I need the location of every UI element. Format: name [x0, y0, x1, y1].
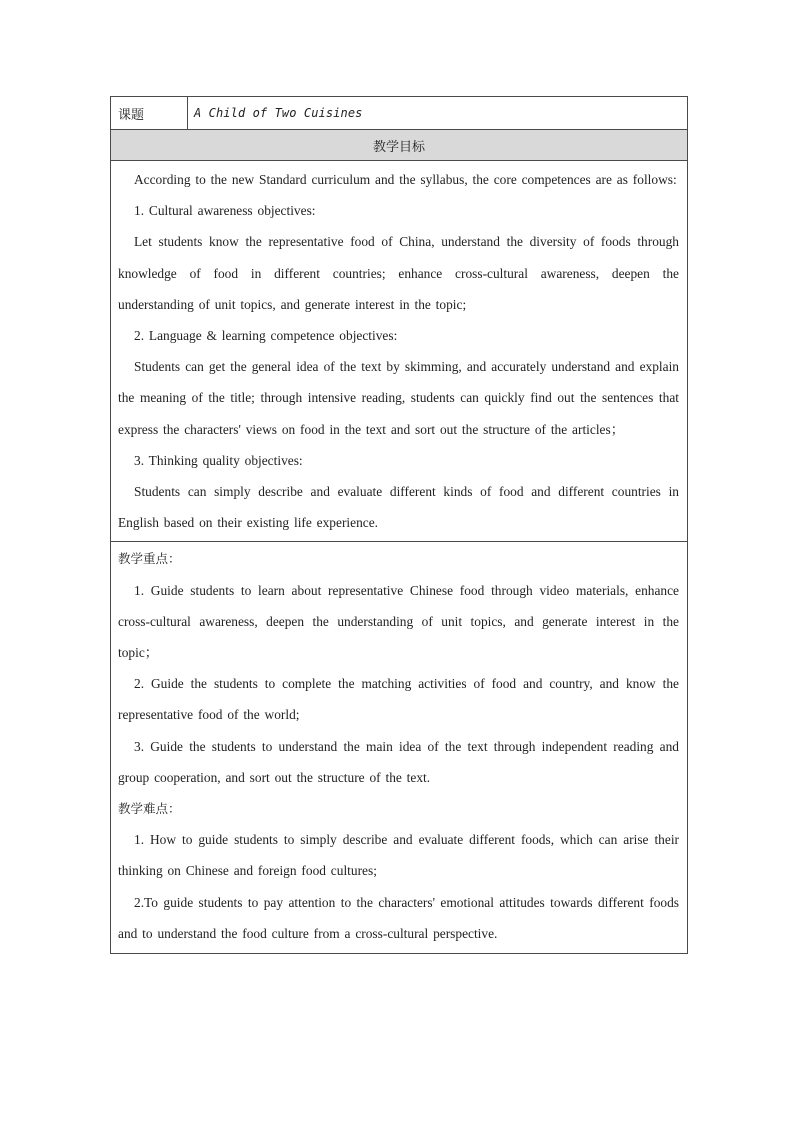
course-label: 课题	[111, 97, 188, 129]
objectives-header: 教学目标	[111, 130, 687, 161]
objectives-cell	[111, 161, 687, 542]
objective-3-text: Students can simply describe and evaluate different kinds of food and different countries in English based on their existing life experience.	[118, 484, 679, 531]
lesson-plan-table	[110, 96, 688, 954]
objectives-intro: According to the new Standard curriculum and the syllabus, the core competences are as follows:	[134, 172, 677, 187]
course-title: A Child of Two Cuisines	[194, 106, 363, 120]
objective-2-title: 2. Language & learning competence objectives:	[134, 328, 398, 344]
difficult-points-heading: 教学难点：	[118, 801, 181, 817]
key-difficult-points-cell	[111, 542, 687, 953]
key-point-item: 1. Guide students to learn about representative Chinese food through video materials, enhance cross-cultural awareness, deepen the understanding of unit topics, and generate interest in the topic；	[118, 582, 679, 661]
objective-2-text: Students can get the general idea of the text by skimming, and accurately understand and explain the meaning of the title; through intensive reading, students can quickly find out the sentences that express the characters' views on food in the text and sort out the structure of the articles；	[118, 359, 679, 437]
objective-3-title: 3. Thinking quality objectives:	[134, 452, 303, 468]
difficult-point-item: 1. How to guide students to simply describe and evaluate different foods, which can arise their thinking on Chinese and foreign food cultures;	[118, 832, 679, 879]
objective-1-text: Let students know the representative food of China, understand the diversity of foods through knowledge of food in different countries; enhance cross-cultural awareness, deepen the understanding of unit topics, and generate interest in the topic;	[118, 234, 679, 312]
key-point-item: 3. Guide the students to understand the main idea of the text through independent reading and group cooperation, and sort out the structure of the text.	[118, 738, 679, 785]
key-point-item: 2. Guide the students to complete the matching activities of food and country, and know the representative food of the world;	[118, 676, 679, 723]
difficult-point-item: 2.To guide students to pay attention to the characters' emotional attitudes towards different foods and to understand the food culture from a cross-cultural perspective.	[118, 894, 679, 941]
course-title-row	[111, 97, 687, 130]
objective-1-title: 1. Cultural awareness objectives:	[134, 203, 316, 219]
key-points-heading: 教学重点：	[118, 551, 181, 567]
